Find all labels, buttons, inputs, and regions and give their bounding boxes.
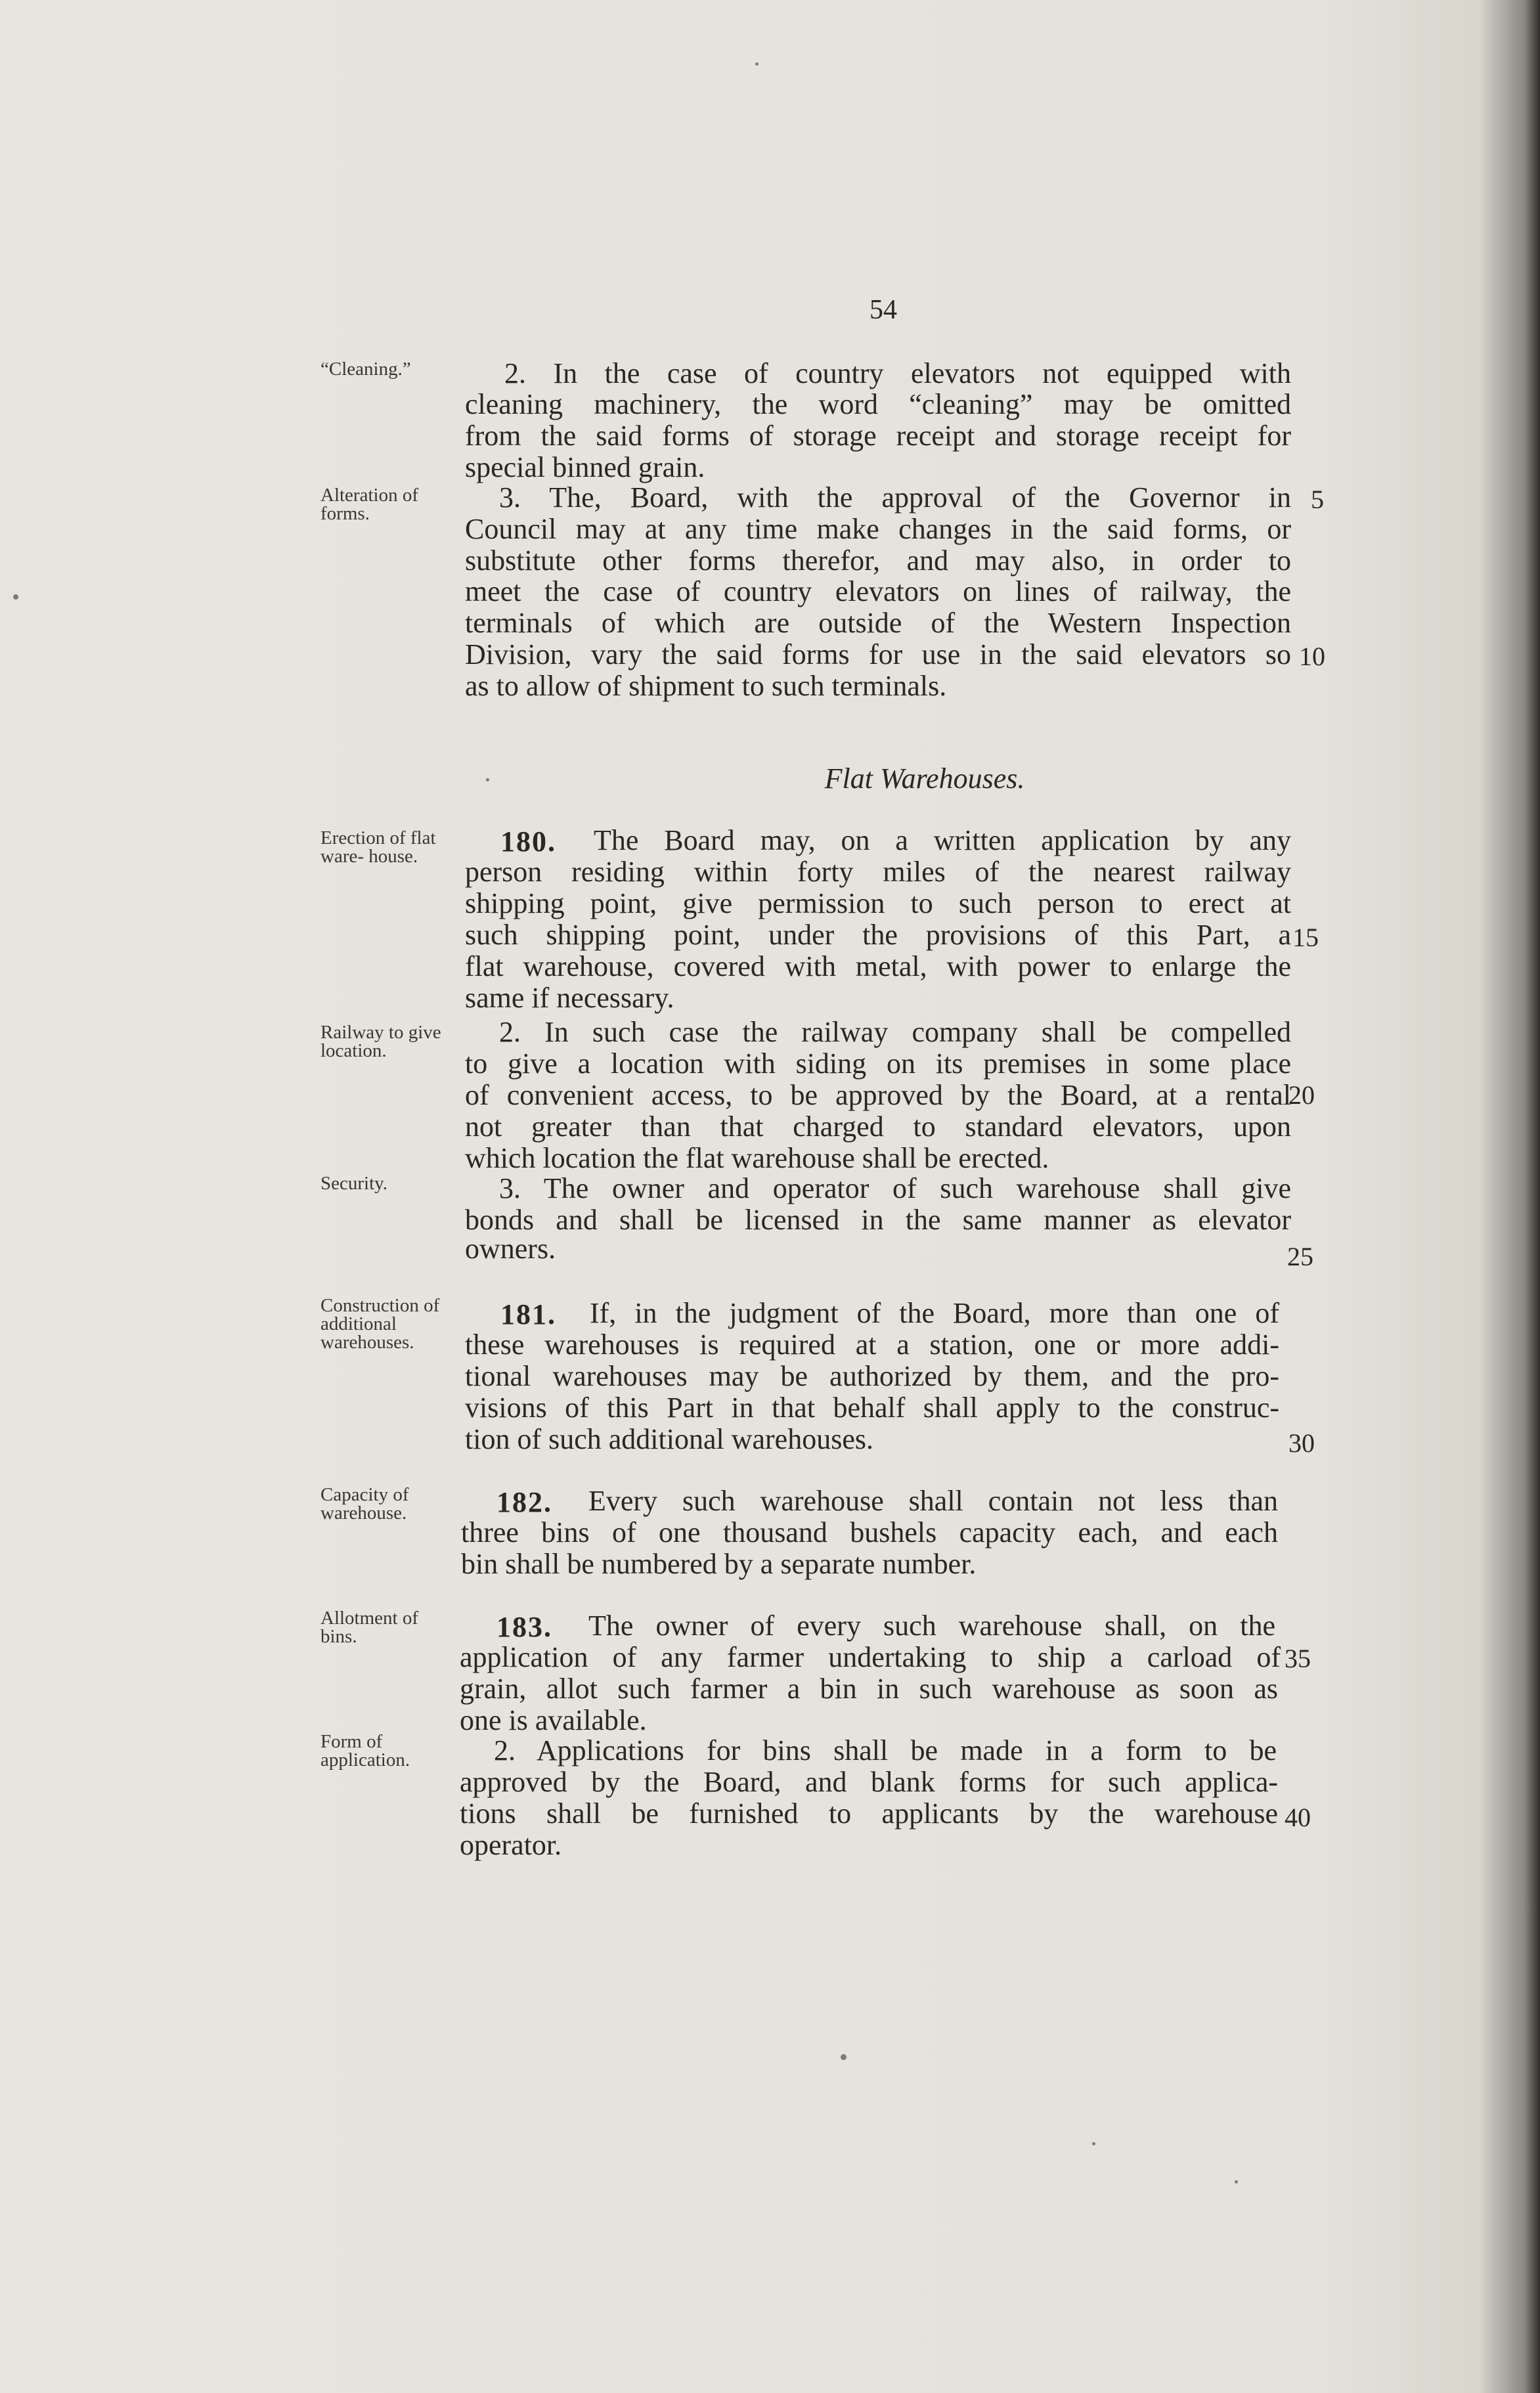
text-line: same if necessary. <box>465 982 674 1014</box>
text-line: application of any farmer undertaking to ship a carload of <box>460 1641 1281 1673</box>
paper-speck <box>755 62 759 66</box>
text-line: bonds and shall be licensed in the same manner as elevator <box>465 1204 1291 1236</box>
text-line: approved by the Board, and blank forms for such applica- <box>460 1766 1278 1798</box>
paper-speck <box>1092 2142 1095 2145</box>
section-number-182: 182. <box>496 1486 552 1518</box>
line-number-35: 35 <box>1285 1644 1311 1673</box>
sidenote-erection-of-flat-warehouse: Erection of flat ware- house. <box>320 827 436 867</box>
section-heading: Flat Warehouses. <box>824 762 1025 795</box>
text-line: meet the case of country elevators on lines of railway, the <box>465 575 1291 607</box>
paper-speck <box>1525 1901 1529 1908</box>
text-line: to give a location with siding on its premises in some place <box>465 1047 1291 1080</box>
text-line: substitute other forms therefor, and may also, in order to <box>465 544 1291 577</box>
sidenote-capacity-of-warehouse: Capacity of warehouse. <box>320 1484 409 1524</box>
text-line: from the said forms of storage receipt and storage receipt for <box>465 420 1291 452</box>
text-line: 3. The owner and operator of such warehouse shall give <box>499 1172 1291 1204</box>
text-line: Division, vary the said forms for use in the said elevators so <box>465 638 1291 670</box>
line-number-40: 40 <box>1285 1803 1311 1832</box>
line-number-10: 10 <box>1299 642 1325 671</box>
text-line: The owner of every such warehouse shall, on the <box>588 1610 1275 1642</box>
section-number-183: 183. <box>496 1611 552 1643</box>
sidenote-cleaning: “Cleaning.” <box>320 359 411 380</box>
sidenote-railway-to-give-location: Railway to give location. <box>320 1022 441 1061</box>
line-number-25: 25 <box>1287 1242 1313 1271</box>
text-line: one is available. <box>460 1704 647 1736</box>
text-line: 2. In the case of country elevators not equipped with <box>504 357 1291 389</box>
text-line: If, in the judgment of the Board, more than one of <box>590 1297 1279 1329</box>
text-line: operator. <box>460 1829 562 1861</box>
text-line: of convenient access, to be approved by the Board, at a rental <box>465 1079 1291 1111</box>
line-number-15: 15 <box>1292 923 1319 952</box>
sidenote-form-of-application: Form of application. <box>320 1731 410 1770</box>
text-line: such shipping point, under the provisions of this Part, a <box>465 919 1291 951</box>
paper-speck <box>13 594 18 600</box>
text-line: Council may at any time make changes in the said forms, or <box>465 513 1291 545</box>
text-line: bin shall be numbered by a separate number. <box>461 1548 977 1580</box>
text-line: not greater than that charged to standard elevators, upon <box>465 1110 1291 1143</box>
text-line: Every such warehouse shall contain not less than <box>588 1485 1278 1517</box>
text-line: tional warehouses may be authorized by them, and the pro- <box>465 1360 1279 1392</box>
sidenote-security: Security. <box>320 1173 388 1194</box>
text-line: visions of this Part in that behalf shall apply to the construc- <box>465 1392 1279 1424</box>
text-line: shipping point, give permission to such person to erect at <box>465 887 1291 919</box>
text-line: The Board may, on a written application by any <box>594 824 1291 856</box>
text-line: terminals of which are outside of the Western Inspection <box>465 607 1291 639</box>
text-line: tion of such additional warehouses. <box>465 1423 873 1455</box>
sidenote-construction-of-additional-warehouses: Construction of additional warehouses. <box>320 1295 440 1353</box>
paper-speck <box>841 2054 847 2060</box>
text-line: special binned grain. <box>465 451 705 483</box>
text-line: three bins of one thousand bushels capacity each, and each <box>461 1516 1278 1548</box>
text-line: which location the flat warehouse shall be erected. <box>465 1142 1049 1174</box>
section-number-180: 180. <box>500 825 556 858</box>
section-number-181: 181. <box>500 1298 556 1330</box>
line-number-20: 20 <box>1288 1080 1315 1110</box>
page-number: 54 <box>869 295 897 325</box>
text-line: 3. The, Board, with the approval of the Governor in <box>499 481 1291 514</box>
text-line: grain, allot such farmer a bin in such warehouse as soon as <box>460 1673 1278 1705</box>
text-line: owners. <box>465 1233 556 1265</box>
sidenote-allotment-of-bins: Allotment of bins. <box>320 1608 419 1647</box>
paper-speck <box>486 778 489 781</box>
text-line: 2. Applications for bins shall be made in a form to be <box>494 1734 1277 1767</box>
line-number-5: 5 <box>1311 485 1324 514</box>
text-line: these warehouses is required at a station, one or more addi- <box>465 1328 1279 1361</box>
text-line: cleaning machinery, the word “cleaning” may be omitted <box>465 388 1291 420</box>
text-line: person residing within forty miles of the nearest railway <box>465 856 1291 888</box>
paper-speck <box>1235 2180 1238 2184</box>
text-line: tions shall be furnished to applicants by the warehouse <box>460 1797 1278 1830</box>
text-line: as to allow of shipment to such terminals. <box>465 670 947 702</box>
text-line: flat warehouse, covered with metal, with power to enlarge the <box>465 950 1291 982</box>
sidenote-alteration-of-forms: Alteration of forms. <box>320 485 418 524</box>
text-line: 2. In such case the railway company shall be compelled <box>499 1016 1291 1048</box>
line-number-30: 30 <box>1288 1428 1315 1458</box>
